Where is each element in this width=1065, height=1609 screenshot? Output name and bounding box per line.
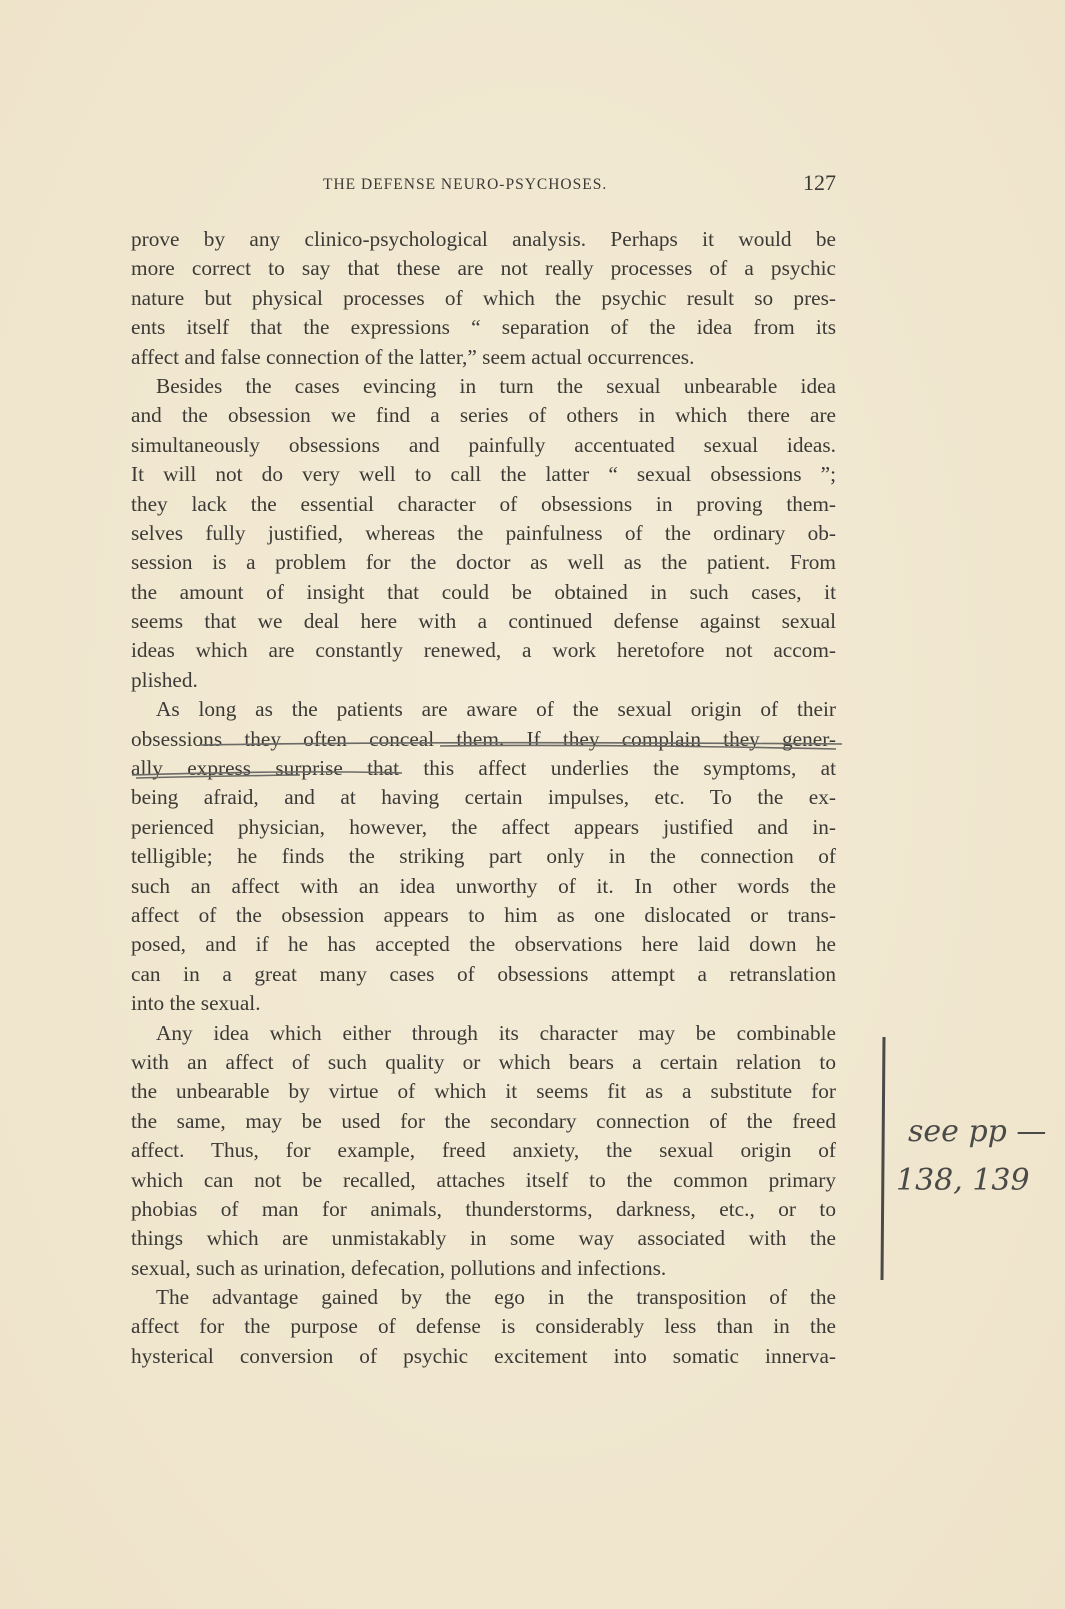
text-line: ents itself that the expressions “ separation of the idea from its bbox=[131, 315, 836, 340]
text-line: such an affect with an idea unworthy of it. In other words the bbox=[131, 873, 836, 898]
text-line: selves fully justified, whereas the painfulness of the ordinary ob- bbox=[131, 520, 836, 545]
text-line: simultaneously obsessions and painfully accentuated sexual ideas. bbox=[131, 432, 836, 457]
text-line: with an affect of such quality or which bears a certain relation to bbox=[131, 1049, 836, 1074]
handwritten-note-line1: see pp — bbox=[908, 1114, 1047, 1149]
text-line: things which are unmistakably in some way associated with the bbox=[131, 1226, 836, 1251]
running-title: THE DEFENSE NEURO-PSYCHOSES. bbox=[323, 176, 608, 193]
text-line: seems that we deal here with a continued defense against sexual bbox=[131, 609, 836, 634]
text-line: more correct to say that these are not really processes of a psychic bbox=[131, 256, 836, 281]
text-line: being afraid, and at having certain impulses, etc. To the ex- bbox=[131, 785, 836, 810]
text-line: It will not do very well to call the latter “ sexual obsessions ”; bbox=[131, 462, 836, 487]
text-line: perienced physician, however, the affect appears justified and in- bbox=[131, 814, 836, 839]
text-line: ally express surprise that this affect underlies the symptoms, at bbox=[131, 756, 836, 781]
text-line: the amount of insight that could be obtained in such cases, it bbox=[131, 579, 836, 604]
text-line: affect and false connection of the latter,” seem actual occurrences. bbox=[131, 344, 695, 369]
text-line: session is a problem for the doctor as well as the patient. From bbox=[131, 550, 836, 575]
text-line: the unbearable by virtue of which it seems fit as a substitute for bbox=[131, 1079, 836, 1104]
text-line: the same, may be used for the secondary connection of the freed bbox=[131, 1108, 836, 1133]
handwritten-note-line2: 138, 139 bbox=[896, 1163, 1030, 1198]
text-line: plished. bbox=[131, 667, 198, 692]
running-header bbox=[131, 170, 836, 196]
text-line: phobias of man for animals, thunderstorms, darkness, etc., or to bbox=[131, 1196, 836, 1221]
text-line: sexual, such as urination, defecation, pollutions and infections. bbox=[131, 1255, 667, 1280]
text-line: As long as the patients are aware of the sexual origin of their bbox=[156, 697, 836, 722]
text-line: Besides the cases evincing in turn the sexual unbearable idea bbox=[156, 373, 836, 398]
text-line: into the sexual. bbox=[131, 991, 261, 1016]
text-line: and the obsession we find a series of others in which there are bbox=[131, 403, 836, 428]
text-line: prove by any clinico-psychological analysis. Perhaps it would be bbox=[131, 227, 836, 251]
text-line: telligible; he finds the striking part only in the connection of bbox=[131, 844, 836, 869]
text-line: affect for the purpose of defense is considerably less than in the bbox=[131, 1314, 836, 1339]
text-line: affect. Thus, for example, freed anxiety, the sexual origin of bbox=[131, 1138, 836, 1163]
text-line: posed, and if he has accepted the observations here laid down he bbox=[131, 932, 836, 957]
text-line: which can not be recalled, attaches itself to the common primary bbox=[131, 1167, 836, 1192]
text-line: ideas which are constantly renewed, a work heretofore not accom- bbox=[131, 638, 836, 663]
text-line: obsessions they often conceal them. If they complain they gener- bbox=[131, 726, 836, 751]
text-line: nature but physical processes of which the psychic result so pres- bbox=[131, 285, 836, 310]
text-line: they lack the essential character of obsessions in proving them- bbox=[131, 491, 836, 516]
text-line: hysterical conversion of psychic excitement into somatic innerva- bbox=[131, 1343, 836, 1368]
body-text bbox=[131, 225, 836, 1371]
text-line: The advantage gained by the ego in the transposition of the bbox=[156, 1285, 836, 1310]
text-line: can in a great many cases of obsessions attempt a retranslation bbox=[131, 961, 836, 986]
text-line: affect of the obsession appears to him as one dislocated or trans- bbox=[131, 902, 836, 927]
text-line: Any idea which either through its character may be combinable bbox=[156, 1020, 836, 1045]
page-number: 127 bbox=[803, 170, 836, 195]
margin-bracket bbox=[882, 1037, 884, 1280]
